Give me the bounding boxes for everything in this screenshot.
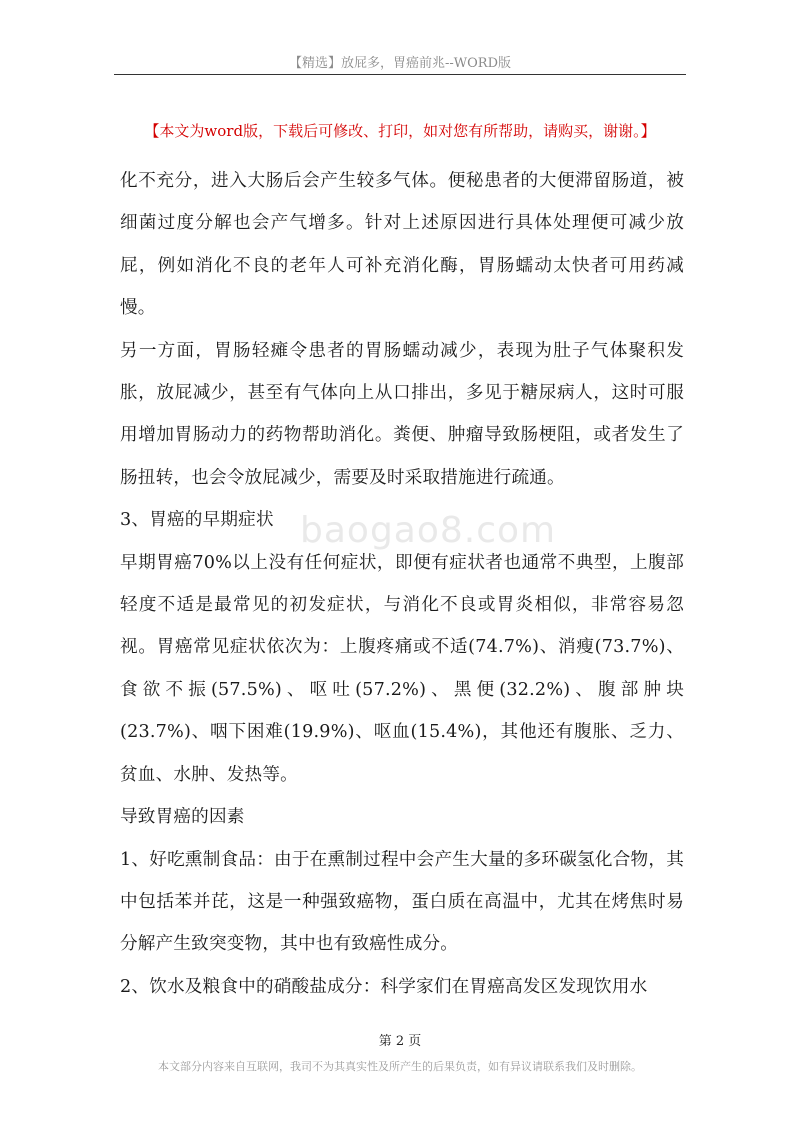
paragraph-digestion: 化不充分，进入大肠后会产生较多气体。便秘患者的大便滞留肠道，被细菌过度分解也会产气增多。针对上述原因进行具体处理便可减少放屁，例如消化不良的老年人可补充消化酶，胃肠蠕动太快者可用药减慢。 [120, 171, 684, 319]
download-notice: 【本文为word版，下载后可修改、打印，如对您有所帮助，请购买，谢谢。】 [144, 122, 656, 140]
paragraph-cause-smoked-food: 1、好吃熏制食品：由于在熏制过程中会产生大量的多环碳氢化合物，其中包括苯并芘，这是一种强致癌物，蛋白质在高温中，尤其在烤焦时易分解产生致突变物，其中也有致癌性成分。 [120, 849, 684, 955]
section-heading-causes: 导致胃癌的因素 [120, 807, 245, 828]
page-number: 第 2 页 [378, 1034, 422, 1049]
paragraph-cause-nitrates: 2、饮水及粮食中的硝酸盐成分：科学家们在胃癌高发区发现饮用水 [120, 976, 648, 997]
section-heading-early-symptoms: 3、胃癌的早期症状 [120, 510, 274, 531]
paragraph-early-symptoms: 早期胃癌70%以上没有任何症状，即便有症状者也通常不典型，上腹部轻度不适是最常见的初发症状，与消化不良或胃炎相似，非常容易忽视。胃癌常见症状依次为：上腹疼痛或不适(74.7%)、消瘦(73.7%)、食欲不振(57.5%)、呕吐(57.2%)、黑便(32.2%)、腹部肿块(23.7%)、咽下困难(19.9%)、呕血(15.4%)，其他还有腹胀、乏力、贫血、水肿、发热等。 [120, 552, 684, 785]
watermark-text: baogao8.com [300, 510, 557, 551]
document-body [120, 160, 684, 1008]
page-header: 【精选】放屁多，胃癌前兆--WORD版 [288, 56, 512, 71]
header-divider [114, 74, 686, 75]
page-footer-disclaimer: 本文部分内容来自互联网，我司不为其真实性及所产生的后果负责，如有异议请联系我们及时删除。 [158, 1060, 642, 1073]
paragraph-gastroparesis: 另一方面，胃肠轻瘫令患者的胃肠蠕动减少，表现为肚子气体聚积发胀，放屁减少，甚至有气体向上从口排出，多见于糖尿病人，这时可服用增加胃肠动力的药物帮助消化。粪便、肿瘤导致肠梗阻，或者发生了肠扭转，也会令放屁减少，需要及时采取措施进行疏通。 [120, 340, 684, 488]
